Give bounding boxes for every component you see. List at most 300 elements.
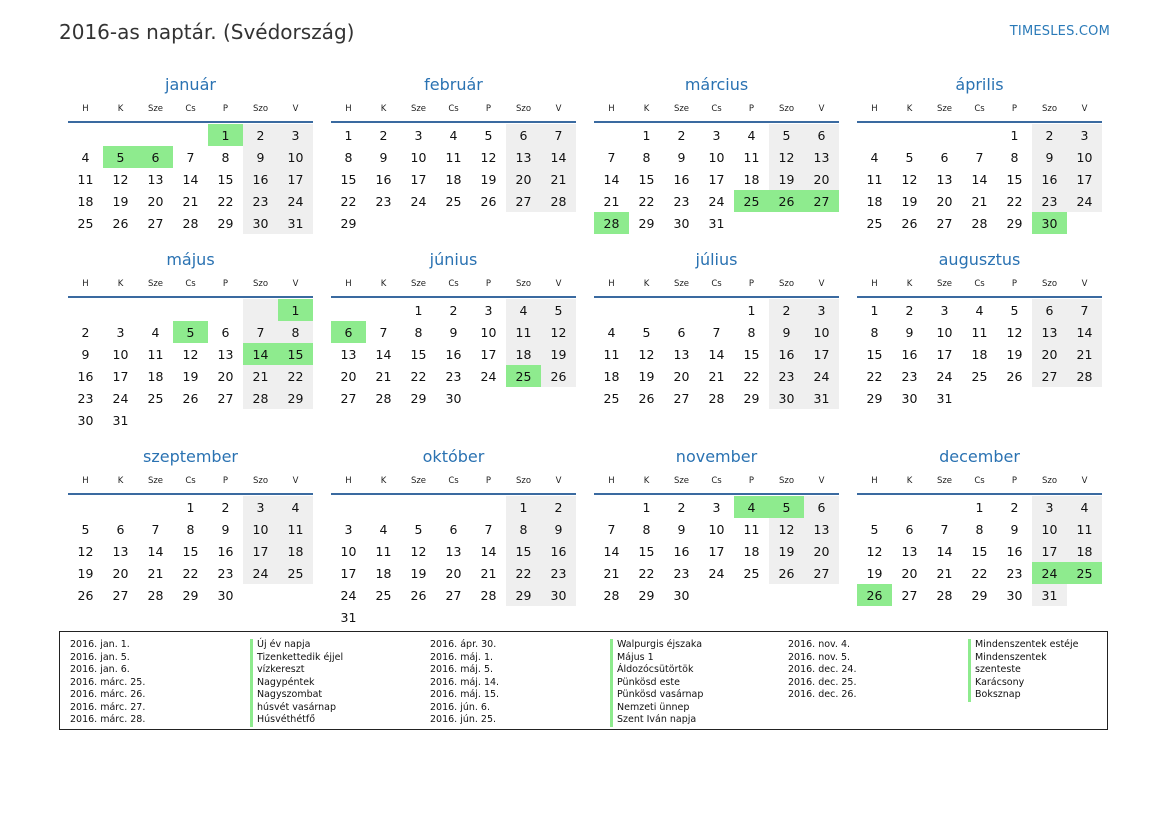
day-cell: 13 (340, 346, 357, 362)
day-cell: 7 (607, 521, 616, 537)
day-cell: 8 (506, 518, 541, 540)
empty-cell (436, 496, 471, 518)
day-cell: 21 (480, 565, 497, 581)
day-cell: 8 (1010, 149, 1019, 165)
empty-cell (927, 496, 962, 518)
day-cell: 7 (712, 324, 721, 340)
empty-cell (541, 387, 576, 409)
weekday-label: H (345, 103, 352, 114)
day-cell: 23 (673, 565, 690, 581)
holiday-date: 2016. nov. 5. (788, 651, 851, 663)
empty-cell (68, 124, 103, 146)
day-cell: 5 (870, 521, 879, 537)
weekday-label: H (871, 103, 878, 114)
day-cell: 1 (414, 302, 423, 318)
day-cell: 30 (901, 390, 918, 406)
day-grid (68, 124, 313, 234)
day-cell: 26 (638, 390, 655, 406)
day-cell: 21 (971, 193, 988, 209)
day-cell: 28 (375, 390, 392, 406)
day-cell: 1 (506, 496, 541, 518)
day-cell: 13 (673, 346, 690, 362)
day-cell: 6 (905, 521, 914, 537)
day-cell: 27 (673, 390, 690, 406)
day-cell: 26 (480, 193, 497, 209)
day-cell: 2 (449, 302, 458, 318)
holiday-name: Szent Iván napja (610, 714, 696, 727)
day-cell: 5 (103, 146, 138, 168)
weekday-label: Cs (711, 475, 722, 486)
day-cell: 14 (708, 346, 725, 362)
holiday-legend (59, 631, 1108, 730)
day-cell: 23 (445, 368, 462, 384)
weekday-label: Cs (974, 278, 985, 289)
day-cell: 12 (480, 149, 497, 165)
day-cell: 16 (1006, 543, 1023, 559)
empty-cell (857, 496, 892, 518)
holiday-name: Nagypéntek (250, 677, 315, 690)
day-cell: 18 (1067, 540, 1102, 562)
day-cell: 19 (1006, 346, 1023, 362)
day-cell: 19 (901, 193, 918, 209)
weekday-label: Szo (252, 278, 269, 289)
day-cell: 1 (1010, 127, 1019, 143)
empty-cell (892, 496, 927, 518)
day-cell: 19 (480, 171, 497, 187)
holiday-date: 2016. máj. 5. (430, 664, 494, 675)
month-name: február (424, 75, 483, 94)
day-cell: 19 (112, 193, 129, 209)
day-cell: 6 (1032, 299, 1067, 321)
empty-cell (734, 212, 769, 234)
empty-cell (103, 496, 138, 518)
weekday-label: Szo (1041, 278, 1058, 289)
day-cell: 16 (673, 171, 690, 187)
day-cell: 2 (1032, 124, 1067, 146)
day-cell: 26 (112, 215, 129, 231)
day-cell: 6 (804, 496, 839, 518)
day-cell: 17 (410, 171, 427, 187)
day-cell: 27 (804, 190, 839, 212)
holiday-name: Húsvéthétfő (250, 714, 315, 727)
day-cell: 3 (484, 302, 493, 318)
day-cell: 5 (173, 321, 208, 343)
day-cell: 7 (379, 324, 388, 340)
day-cell: 2 (1010, 499, 1019, 515)
weekday-label: P (1011, 475, 1018, 486)
day-cell: 21 (147, 565, 164, 581)
day-cell: 2 (541, 496, 576, 518)
day-cell: 26 (410, 587, 427, 603)
weekday-label: Sze (147, 278, 164, 289)
day-cell: 12 (901, 171, 918, 187)
weekday-label: H (82, 278, 89, 289)
empty-cell (331, 496, 366, 518)
day-cell: 15 (1006, 171, 1023, 187)
day-cell: 17 (708, 171, 725, 187)
day-cell: 8 (221, 149, 230, 165)
day-cell: 11 (866, 171, 883, 187)
day-cell: 18 (506, 343, 541, 365)
day-cell: 23 (217, 565, 234, 581)
month-divider (857, 121, 1102, 123)
weekday-label: P (222, 278, 229, 289)
day-cell: 18 (77, 193, 94, 209)
day-cell: 7 (541, 124, 576, 146)
day-cell: 13 (445, 543, 462, 559)
day-cell: 28 (541, 190, 576, 212)
day-cell: 31 (278, 212, 313, 234)
day-cell: 1 (208, 124, 243, 146)
day-grid (331, 124, 576, 234)
holiday-date: 2016. márc. 26. (70, 689, 146, 700)
day-cell: 10 (278, 146, 313, 168)
day-cell: 6 (449, 521, 458, 537)
day-cell: 24 (1067, 190, 1102, 212)
day-cell: 16 (77, 368, 94, 384)
empty-cell (857, 124, 892, 146)
day-cell: 9 (541, 518, 576, 540)
day-cell: 4 (607, 324, 616, 340)
weekday-label: H (871, 278, 878, 289)
day-cell: 1 (642, 127, 651, 143)
weekday-label: Sze (673, 278, 690, 289)
day-cell: 7 (975, 149, 984, 165)
month-divider (331, 493, 576, 495)
month-divider (68, 296, 313, 298)
day-cell: 26 (1006, 368, 1023, 384)
day-cell: 30 (77, 412, 94, 428)
day-cell: 14 (480, 543, 497, 559)
day-cell: 29 (217, 215, 234, 231)
month-name: március (684, 75, 749, 94)
weekday-label: Szo (1041, 103, 1058, 114)
day-cell: 8 (642, 521, 651, 537)
day-cell: 21 (375, 368, 392, 384)
month-calendar (331, 249, 576, 446)
weekday-label: Cs (974, 475, 985, 486)
day-cell: 31 (1032, 584, 1067, 606)
day-cell: 10 (708, 521, 725, 537)
day-cell: 25 (147, 390, 164, 406)
day-cell: 15 (217, 171, 234, 187)
day-cell: 29 (340, 215, 357, 231)
month-name: június (429, 250, 478, 269)
day-cell: 24 (1032, 562, 1067, 584)
day-cell: 5 (905, 149, 914, 165)
day-cell: 27 (445, 587, 462, 603)
day-cell: 8 (747, 324, 756, 340)
day-cell: 19 (866, 565, 883, 581)
empty-cell (138, 496, 173, 518)
weekday-label: Cs (448, 475, 459, 486)
month-name: október (422, 447, 485, 466)
day-cell: 21 (603, 193, 620, 209)
day-cell: 15 (743, 346, 760, 362)
weekday-label: Cs (185, 278, 196, 289)
brand-link[interactable]: TIMESLES.COM (1009, 24, 1110, 39)
day-grid (68, 299, 313, 431)
day-cell: 24 (708, 565, 725, 581)
day-cell: 8 (870, 324, 879, 340)
day-cell: 20 (112, 565, 129, 581)
weekday-label: V (292, 103, 299, 114)
day-cell: 3 (278, 124, 313, 146)
day-cell: 12 (769, 518, 804, 540)
day-cell: 9 (243, 146, 278, 168)
weekday-label: K (117, 278, 124, 289)
day-cell: 9 (221, 521, 230, 537)
weekday-header (594, 271, 839, 296)
empty-cell (401, 212, 436, 234)
day-cell: 26 (541, 365, 576, 387)
weekday-label: Szo (1041, 475, 1058, 486)
weekday-header (68, 96, 313, 121)
day-cell: 20 (673, 368, 690, 384)
day-cell: 12 (769, 146, 804, 168)
day-cell: 16 (541, 540, 576, 562)
weekday-label: H (345, 475, 352, 486)
day-cell: 17 (340, 565, 357, 581)
day-cell: 25 (77, 215, 94, 231)
empty-cell (331, 299, 366, 321)
day-cell: 23 (901, 368, 918, 384)
holiday-date: 2016. dec. 26. (788, 689, 857, 700)
day-cell: 26 (182, 390, 199, 406)
day-cell: 25 (445, 193, 462, 209)
day-cell: 3 (1032, 496, 1067, 518)
empty-cell (699, 584, 734, 606)
day-cell: 24 (340, 587, 357, 603)
day-cell: 5 (81, 521, 90, 537)
day-cell: 20 (340, 368, 357, 384)
weekday-label: H (345, 278, 352, 289)
day-cell: 15 (506, 540, 541, 562)
weekday-label: K (380, 278, 387, 289)
day-cell: 4 (734, 496, 769, 518)
day-cell: 25 (734, 190, 769, 212)
month-calendar (331, 446, 576, 625)
day-cell: 23 (1006, 565, 1023, 581)
day-cell: 22 (638, 565, 655, 581)
day-cell: 23 (77, 390, 94, 406)
day-cell: 18 (971, 346, 988, 362)
day-cell: 13 (936, 171, 953, 187)
day-cell: 23 (243, 190, 278, 212)
holiday-date: 2016. nov. 4. (788, 639, 851, 650)
day-cell: 14 (147, 543, 164, 559)
day-cell: 12 (77, 543, 94, 559)
weekday-label: Sze (936, 475, 953, 486)
day-cell: 22 (217, 193, 234, 209)
month-calendar (68, 446, 313, 616)
holiday-name: Walpurgis éjszaka (610, 639, 702, 652)
empty-cell (471, 212, 506, 234)
day-cell: 6 (221, 324, 230, 340)
day-cell: 24 (804, 365, 839, 387)
day-cell: 4 (870, 149, 879, 165)
day-cell: 28 (1067, 365, 1102, 387)
day-cell: 16 (1032, 168, 1067, 190)
empty-cell (734, 584, 769, 606)
holiday-date: 2016. márc. 25. (70, 676, 146, 688)
day-cell: 8 (344, 149, 353, 165)
day-cell: 13 (804, 518, 839, 540)
day-cell: 6 (116, 521, 125, 537)
empty-cell (103, 299, 138, 321)
empty-cell (1032, 387, 1067, 409)
day-cell: 29 (1006, 215, 1023, 231)
day-cell: 10 (243, 518, 278, 540)
day-cell: 11 (743, 149, 760, 165)
month-calendar (594, 74, 839, 249)
day-cell: 3 (116, 324, 125, 340)
weekday-header (331, 271, 576, 296)
day-cell: 22 (866, 368, 883, 384)
empty-cell (1067, 212, 1102, 234)
day-cell: 25 (278, 562, 313, 584)
empty-cell (138, 299, 173, 321)
month-divider (594, 296, 839, 298)
day-cell: 24 (480, 368, 497, 384)
day-cell: 19 (410, 565, 427, 581)
weekday-label: P (748, 278, 755, 289)
month-calendar (68, 74, 313, 249)
day-cell: 18 (603, 368, 620, 384)
weekday-label: Cs (185, 475, 196, 486)
day-cell: 18 (278, 540, 313, 562)
day-cell: 1 (344, 127, 353, 143)
weekday-label: K (117, 103, 124, 114)
day-cell: 26 (901, 215, 918, 231)
day-cell: 16 (769, 343, 804, 365)
weekday-label: Sze (936, 103, 953, 114)
day-cell: 1 (747, 302, 756, 318)
day-cell: 27 (112, 587, 129, 603)
day-cell: 3 (804, 299, 839, 321)
day-cell: 17 (112, 368, 129, 384)
weekday-label: Szo (515, 278, 532, 289)
day-cell: 1 (186, 499, 195, 515)
empty-cell (629, 299, 664, 321)
day-cell: 10 (340, 543, 357, 559)
day-cell: 10 (1067, 146, 1102, 168)
day-cell: 8 (186, 521, 195, 537)
weekday-label: V (1081, 278, 1088, 289)
day-cell: 15 (866, 346, 883, 362)
day-cell: 12 (1006, 324, 1023, 340)
day-cell: 11 (603, 346, 620, 362)
day-cell: 12 (866, 543, 883, 559)
holiday-name: Nemzeti ünnep (610, 702, 689, 715)
day-cell: 27 (901, 587, 918, 603)
day-cell: 22 (743, 368, 760, 384)
month-name: április (955, 75, 1004, 94)
day-cell: 28 (147, 587, 164, 603)
day-cell: 11 (445, 149, 462, 165)
day-cell: 2 (221, 499, 230, 515)
weekday-label: H (608, 475, 615, 486)
month-name: május (166, 250, 215, 269)
day-cell: 7 (607, 149, 616, 165)
month-name: november (675, 447, 758, 466)
empty-cell (208, 299, 243, 321)
empty-cell (366, 212, 401, 234)
day-cell: 30 (673, 587, 690, 603)
day-cell: 14 (243, 343, 278, 365)
weekday-header (857, 271, 1102, 296)
month-calendar (857, 446, 1102, 616)
day-cell: 14 (971, 171, 988, 187)
day-cell: 5 (541, 299, 576, 321)
day-cell: 20 (804, 540, 839, 562)
empty-cell (278, 409, 313, 431)
holiday-date: 2016. márc. 27. (70, 701, 146, 713)
day-cell: 7 (484, 521, 493, 537)
day-cell: 6 (677, 324, 686, 340)
day-cell: 15 (278, 343, 313, 365)
day-cell: 9 (81, 346, 90, 362)
day-cell: 2 (379, 127, 388, 143)
empty-cell (138, 409, 173, 431)
day-cell: 29 (866, 390, 883, 406)
holiday-name: Áldozócsütörtök (610, 664, 693, 677)
holiday-name: Nagyszombat (250, 689, 322, 702)
day-cell: 4 (449, 127, 458, 143)
day-cell: 28 (603, 587, 620, 603)
weekday-header (857, 96, 1102, 121)
weekday-label: V (292, 475, 299, 486)
holiday-name: Május 1 (610, 652, 654, 665)
day-grid (857, 124, 1102, 234)
empty-cell (68, 496, 103, 518)
empty-cell (506, 212, 541, 234)
day-cell: 20 (901, 565, 918, 581)
day-cell: 14 (541, 146, 576, 168)
day-cell: 24 (112, 390, 129, 406)
day-cell: 30 (673, 215, 690, 231)
day-cell: 24 (936, 368, 953, 384)
weekday-label: K (906, 278, 913, 289)
day-cell: 22 (1006, 193, 1023, 209)
weekday-label: Cs (974, 103, 985, 114)
weekday-label: Sze (673, 475, 690, 486)
weekday-label: Szo (778, 278, 795, 289)
empty-cell (804, 212, 839, 234)
day-cell: 23 (1032, 190, 1067, 212)
day-cell: 2 (81, 324, 90, 340)
empty-cell (506, 606, 541, 628)
empty-cell (962, 387, 997, 409)
day-cell: 29 (638, 587, 655, 603)
day-cell: 5 (769, 496, 804, 518)
empty-cell (506, 387, 541, 409)
day-cell: 22 (278, 365, 313, 387)
holiday-name: vízkereszt (250, 664, 304, 677)
weekday-label: P (222, 475, 229, 486)
day-cell: 4 (1067, 496, 1102, 518)
day-cell: 6 (940, 149, 949, 165)
empty-cell (243, 409, 278, 431)
day-grid (594, 496, 839, 606)
day-cell: 21 (541, 168, 576, 190)
empty-cell (208, 409, 243, 431)
holiday-name: Pünkösd este (610, 677, 680, 690)
holiday-name: Pünkösd vasárnap (610, 689, 703, 702)
weekday-label: Szo (778, 475, 795, 486)
month-divider (594, 121, 839, 123)
day-cell: 19 (541, 343, 576, 365)
